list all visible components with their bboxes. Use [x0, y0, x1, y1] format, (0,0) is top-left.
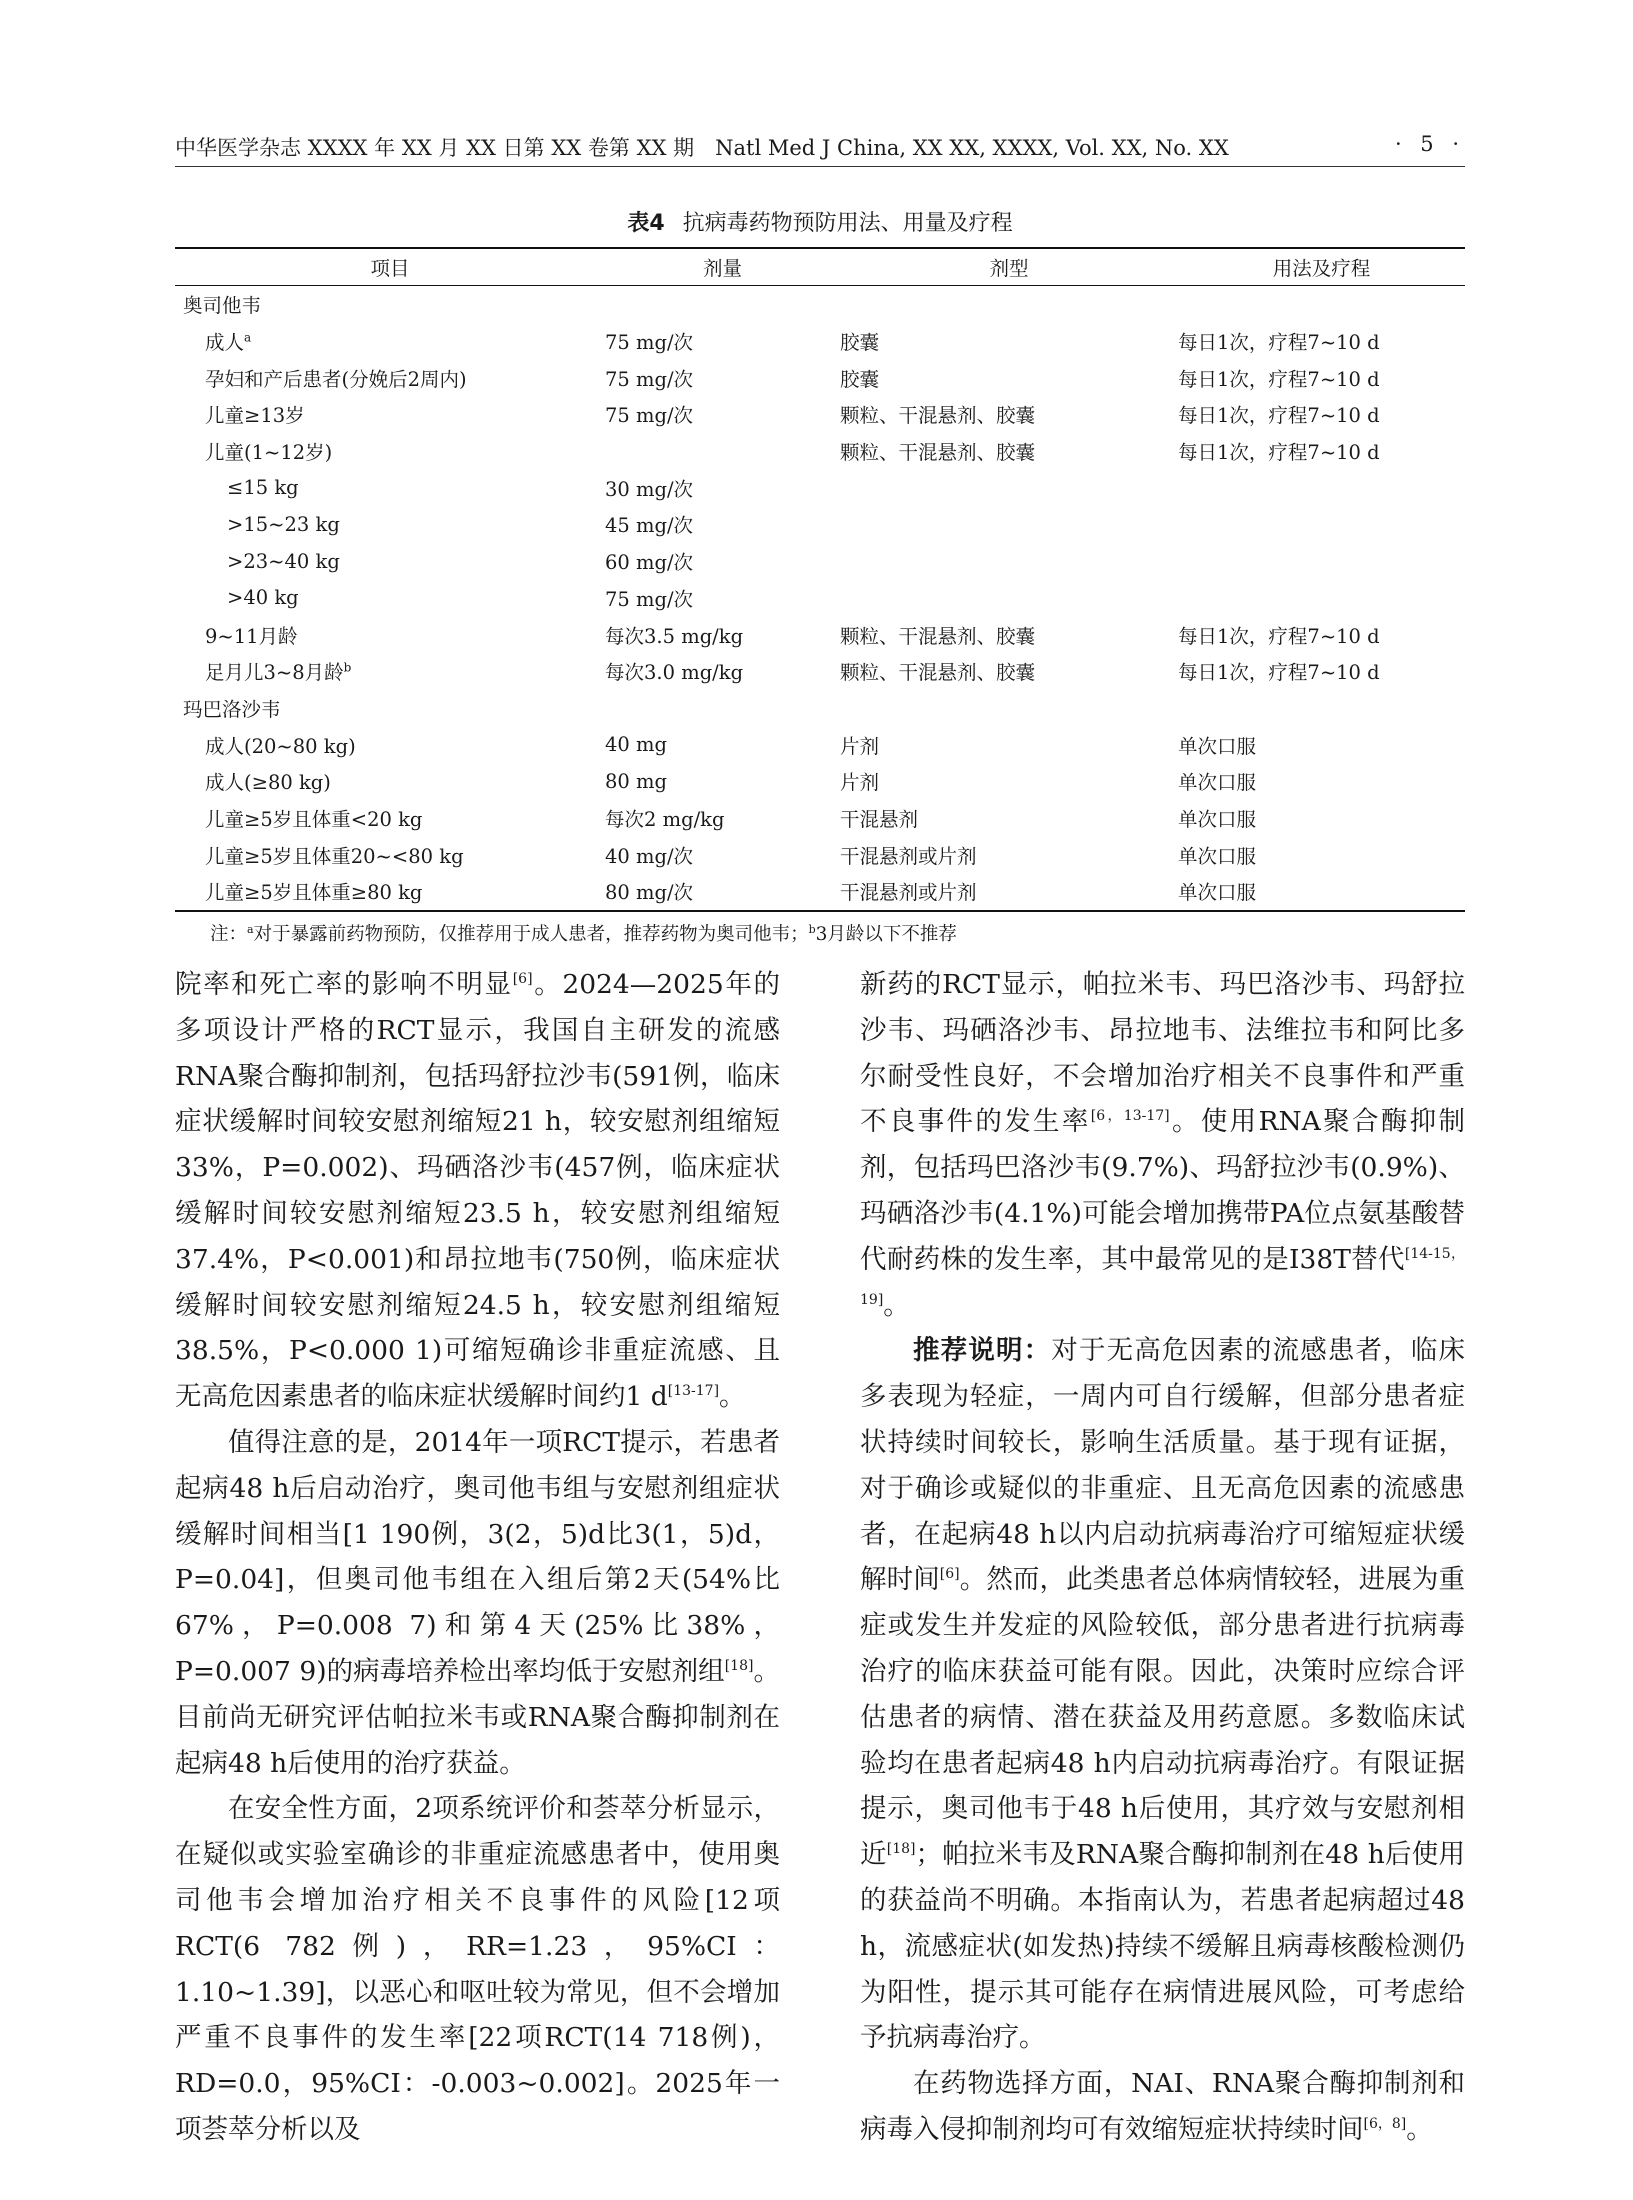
- cell-form: 干混悬剂: [840, 807, 919, 831]
- cell-form: 干混悬剂或片剂: [840, 844, 977, 868]
- cell-dose: [605, 433, 840, 470]
- cell-usage: 每日1次，疗程7~10 d: [1178, 441, 1380, 465]
- paragraph: 院率和死亡率的影响不明显[6]。2024—2025年的多项设计严格的RCT显示，我国自主研发的流感RNA聚合酶抑制剂，包括玛舒拉沙韦(591例，临床症状缓解时间较安慰剂缩短21 h，较安慰剂组缩短33%，P=0.002)、玛硒洛沙韦(457例，临床症状缓解时间较安慰剂缩短23.5 h，较安慰剂组缩短37.4%，P<0.001)和昂拉地韦(750例，临床症状缓解时间较安慰剂缩短24.5 h，较安慰剂组缩短38.5%，P<0.000 1)可缩短确诊非重症流感、且无高危因素患者的临床症状缓解时间约1 d[13-17]。: [175, 969, 780, 1413]
- cell-form: 干混悬剂或片剂: [840, 873, 1178, 911]
- table-row: [175, 653, 1465, 690]
- cell-usage: 单次口服: [1178, 734, 1257, 758]
- cell-usage: 每日1次，疗程7~10 d: [1178, 367, 1380, 391]
- table-row: [175, 396, 1465, 433]
- cell-item: 孕妇和产后患者(分娩后2周内): [205, 367, 467, 391]
- table-row: [175, 873, 1465, 911]
- cell-form: 胶囊: [840, 331, 880, 355]
- cell-usage: 每日1次，疗程7~10 d: [1178, 404, 1380, 428]
- cell-usage: 单次口服: [1178, 771, 1257, 795]
- cell-item: >15~23 kg: [227, 512, 340, 536]
- cell-dose: [605, 286, 840, 323]
- page-number: · 5 ·: [1394, 132, 1465, 156]
- table-row: [175, 286, 1465, 323]
- cell-dose: 80 mg: [605, 769, 667, 793]
- table-row: [175, 543, 1465, 580]
- cell-dose: [605, 690, 840, 727]
- cell-dose: 45 mg/次: [605, 514, 694, 538]
- paragraph: 在药物选择方面，NAI、RNA聚合酶抑制剂和病毒入侵抑制剂均可有效缩短症状持续时间[6，8]。: [860, 2068, 1465, 2145]
- table-label: 表4: [627, 211, 665, 236]
- cell-usage: [1178, 469, 1465, 506]
- citation: [18]: [886, 1841, 916, 1858]
- cell-form: 颗粒、干混悬剂、胶囊: [840, 404, 1036, 428]
- cell-dose: 75 mg/次: [605, 587, 694, 611]
- citation: [6]: [939, 1566, 960, 1583]
- cell-usage: 每日1次，疗程7~10 d: [1178, 661, 1380, 685]
- col-header-form: 剂型: [840, 248, 1178, 286]
- cell-item: 儿童(1~12岁): [205, 441, 333, 465]
- cell-usage: [1178, 543, 1465, 580]
- header-rule: [175, 166, 1465, 167]
- cell-dose: 75 mg/次: [605, 367, 694, 391]
- cell-dose: 60 mg/次: [605, 551, 694, 575]
- cell-item: ≤15 kg: [227, 476, 299, 500]
- table-row: [175, 800, 1465, 837]
- table-row: [175, 323, 1465, 360]
- cell-item: 成人(≥80 kg): [205, 771, 331, 795]
- table-row: [175, 690, 1465, 727]
- cell-usage: [1178, 580, 1465, 617]
- citation: [6]: [512, 971, 533, 988]
- paragraph: 值得注意的是，2014年一项RCT提示，若患者起病48 h后启动治疗，奥司他韦组与安慰剂组症状缓解时间相当[1 190例，3(2，5)d比3(1，5)d，P=0.04]，但奥司他韦组在入组后第2天(54%比67%，P=0.008 7)和第4天(25%比38%，P=0.007 9)的病毒培养检出率均低于安慰剂组[18]。目前尚无研究评估帕拉米韦或RNA聚合酶抑制剂在起病48 h后使用的治疗获益。: [175, 1426, 780, 1779]
- table-row: [175, 726, 1465, 763]
- table-row: [175, 359, 1465, 396]
- cell-item: 足月儿3~8月龄$^b$: [205, 660, 352, 685]
- note-b: 3月龄以下不推荐: [815, 924, 957, 945]
- cell-form: [840, 286, 1178, 323]
- cell-item: >23~40 kg: [227, 549, 340, 573]
- paragraph: 推荐说明：对于无高危因素的流感患者，临床多表现为轻症，一周内可自行缓解，但部分患者症状持续时间较长，影响生活质量。基于现有证据，对于确诊或疑似的非重症、且无高危因素的流感患者，在起病48 h以内启动抗病毒治疗可缩短症状缓解时间[6]。然而，此类患者总体病情较轻，进展为重症或发生并发症的风险较低，部分患者进行抗病毒治疗的临床获益可能有限。因此，决策时应综合评估患者的病情、潜在获益及用药意愿。多数临床试验均在患者起病48 h内启动抗病毒治疗。有限证据提示，奥司他韦于48 h后使用，其疗效与安慰剂相近[18]；帕拉米韦及RNA聚合酶抑制剂在48 h后使用的获益尚不明确。本指南认为，若患者起病超过48 h，流感症状(如发热)持续不缓解且病毒核酸检测仍为阳性，提示其可能存在病情进展风险，可考虑给予抗病毒治疗。: [860, 1335, 1466, 2054]
- col-header-usage: 用法及疗程: [1178, 248, 1465, 286]
- cell-form: [840, 469, 1178, 506]
- cell-dose: 75 mg/次: [605, 331, 694, 355]
- cell-dose: 40 mg/次: [605, 844, 694, 868]
- cell-item: 成人(20~80 kg): [205, 734, 356, 758]
- paragraph: 在安全性方面，2项系统评价和荟萃分析显示，在疑似或实验室确诊的非重症流感患者中，使用奥司他韦会增加治疗相关不良事件的风险[12项RCT(6 782例)，RR=1.23，95%CI：1.10~1.39]，以恶心和呕吐较为常见，但不会增加严重不良事件的发生率[22项RCT(14 718例)，RD=0.0，95%CI：-0.003~0.002]。2025年一项荟萃分析以及: [175, 1793, 780, 2145]
- paragraph: 新药的RCT显示，帕拉米韦、玛巴洛沙韦、玛舒拉沙韦、玛硒洛沙韦、昂拉地韦、法维拉韦和阿比多尔耐受性良好，不会增加治疗相关不良事件和严重不良事件的发生率[6，13-17]。使用RNA聚合酶抑制剂，包括玛巴洛沙韦(9.7%)、玛舒拉沙韦(0.9%)、玛硒洛沙韦(4.1%)可能会增加携带PA位点氨基酸替代耐药株的发生率，其中最常见的是I38T替代[14-15，19]。: [860, 969, 1466, 1321]
- cell-form: [840, 506, 1178, 543]
- table-header-row: [175, 248, 1465, 286]
- cell-form: 颗粒、干混悬剂、胶囊: [840, 624, 1036, 648]
- cell-item: 成人$^a$: [205, 330, 252, 355]
- cell-dose: 75 mg/次: [605, 404, 694, 428]
- cell-form: [840, 543, 1178, 580]
- citation: [13-17]: [667, 1383, 720, 1400]
- cell-dose: 40 mg: [605, 733, 667, 757]
- cell-usage: [1178, 690, 1465, 727]
- cell-item: 儿童≥5岁且体重20~<80 kg: [205, 844, 464, 868]
- cell-dose: 每次3.5 mg/kg: [605, 624, 744, 648]
- col-header-item: 项目: [175, 248, 605, 286]
- cell-dose: 80 mg/次: [605, 873, 840, 911]
- cell-form: 胶囊: [840, 367, 880, 391]
- cell-form: 片剂: [840, 771, 880, 795]
- cell-item: 儿童≥13岁: [205, 404, 305, 428]
- table-caption: [175, 206, 1465, 237]
- cell-item: 奥司他韦: [183, 294, 262, 318]
- table-title: 抗病毒药物预防用法、用量及疗程: [682, 211, 1013, 236]
- cell-usage: [1178, 506, 1465, 543]
- col-header-dose: 剂量: [605, 248, 840, 286]
- citation: [6，13-17]: [1090, 1108, 1170, 1125]
- cell-item: >40 kg: [227, 586, 299, 610]
- cell-form: [840, 690, 1178, 727]
- citation: [18]: [724, 1658, 754, 1675]
- cell-item: 儿童≥5岁且体重≥80 kg: [175, 873, 605, 911]
- cell-dose: 30 mg/次: [605, 477, 694, 501]
- note-a: 对于暴露前药物预防，仅推荐用于成人患者，推荐药物为奥司他韦；: [253, 924, 809, 945]
- cell-dose: 每次2 mg/kg: [605, 807, 725, 831]
- citation: [6，8]: [1363, 2116, 1407, 2133]
- cell-usage: 单次口服: [1178, 873, 1465, 911]
- dosage-table: [175, 247, 1465, 912]
- table-row: [175, 763, 1465, 800]
- cell-item: 9~11月龄: [205, 624, 298, 648]
- left-column: [175, 962, 780, 2153]
- cell-item: 玛巴洛沙韦: [183, 697, 281, 721]
- table-body: [175, 286, 1465, 911]
- cell-usage: 单次口服: [1178, 807, 1257, 831]
- table-note: 注：$^a$对于暴露前药物预防，仅推荐用于成人患者，推荐药物为奥司他韦；$^b$3月龄以下不推荐: [210, 922, 957, 945]
- cell-form: 颗粒、干混悬剂、胶囊: [840, 661, 1036, 685]
- journal-citation: 中华医学杂志 XXXX 年 XX 月 XX 日第 XX 卷第 XX 期 Natl Med J China, XX XX, XXXX, Vol. XX, No. XX: [175, 136, 1229, 160]
- cell-usage: 单次口服: [1178, 844, 1257, 868]
- table-row: [175, 433, 1465, 470]
- table-row: [175, 580, 1465, 617]
- cell-usage: 每日1次，疗程7~10 d: [1178, 624, 1380, 648]
- cell-usage: 每日1次，疗程7~10 d: [1178, 331, 1380, 355]
- table-row: [175, 616, 1465, 653]
- table-row: [175, 836, 1465, 873]
- cell-form: [840, 580, 1178, 617]
- cell-form: 颗粒、干混悬剂、胶囊: [840, 441, 1036, 465]
- cell-dose: 每次3.0 mg/kg: [605, 661, 744, 685]
- table-row: [175, 469, 1465, 506]
- cell-usage: [1178, 286, 1465, 323]
- table-row: [175, 506, 1465, 543]
- note-prefix: 注：: [210, 924, 248, 945]
- citation: [14-15，19]: [860, 1245, 1465, 1308]
- recommendation-lead: 推荐说明：: [913, 1335, 1052, 1367]
- right-column: [860, 962, 1465, 2153]
- cell-item: 儿童≥5岁且体重<20 kg: [205, 807, 423, 831]
- cell-form: 片剂: [840, 734, 880, 758]
